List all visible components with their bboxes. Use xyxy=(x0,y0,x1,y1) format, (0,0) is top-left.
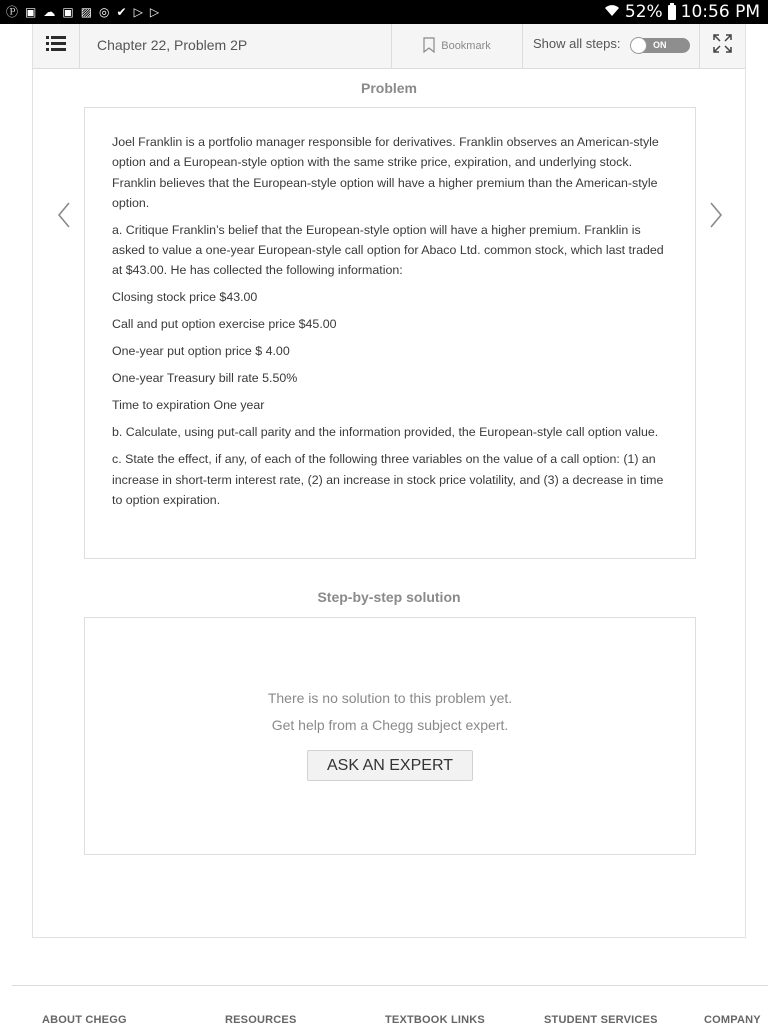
show-steps-control xyxy=(523,24,700,68)
footer-link-student-services[interactable]: STUDENT SERVICES xyxy=(544,1014,658,1026)
footer-link-resources[interactable]: RESOURCES xyxy=(225,1014,297,1026)
cloud-icon: ☁ xyxy=(43,5,56,19)
play-store-icon: ▷ xyxy=(133,5,143,19)
problem-text xyxy=(112,132,668,517)
previous-arrow[interactable] xyxy=(55,200,73,230)
chevron-right-icon xyxy=(707,217,725,234)
get-help-message: Get help from a Chegg subject expert. xyxy=(271,717,509,733)
problem-paragraph: One-year put option price $ 4.00 xyxy=(112,344,290,359)
problem-paragraph: c. State the effect, if any, of each of the following three variables on the value of a call option: (1) an increase in short-term interest rate, (2) an increase in stock price volatility, and (3) a decrease in time to option expiration. xyxy=(112,452,664,507)
next-arrow[interactable] xyxy=(707,200,725,230)
instagram-icon: ◎ xyxy=(99,5,110,19)
bookmark-button[interactable] xyxy=(391,24,523,68)
page-title: Chapter 22, Problem 2P xyxy=(97,37,248,53)
toolbar xyxy=(33,24,745,69)
menu-button[interactable] xyxy=(33,24,80,68)
status-bar xyxy=(0,0,768,24)
solution-heading: Step-by-step solution xyxy=(317,589,461,605)
problem-paragraph: One-year Treasury bill rate 5.50% xyxy=(112,371,298,386)
footer-link-textbook[interactable]: TEXTBOOK LINKS xyxy=(385,1014,485,1026)
image-icon: ▨ xyxy=(80,5,93,19)
bookmark-label: Bookmark xyxy=(441,40,491,52)
wifi-icon xyxy=(604,2,620,22)
toggle-knob xyxy=(630,37,647,54)
camera-icon: ▣ xyxy=(25,5,37,19)
chevron-left-icon xyxy=(55,217,73,234)
expand-icon xyxy=(713,34,732,58)
battery-icon xyxy=(668,5,676,20)
list-menu-icon xyxy=(46,36,66,56)
play-store-icon: ▷ xyxy=(149,5,160,19)
battery-level: 52% xyxy=(624,2,663,22)
camera-icon: ▣ xyxy=(62,5,74,19)
problem-paragraph: Joel Franklin is a portfolio manager responsible for derivatives. Franklin observes an American-style option and a European-style option with the same strike price, expiration, and underlying stock. Franklin believes that the European-style option will have a higher premium than the American-style option. xyxy=(112,135,659,210)
pinterest-icon: Ⓟ xyxy=(6,5,19,19)
problem-paragraph: b. Calculate, using put-call parity and the information provided, the European-style call option value. xyxy=(112,425,659,440)
solution-box xyxy=(84,617,696,855)
problem-box xyxy=(84,107,696,559)
problem-heading: Problem xyxy=(360,80,417,96)
show-steps-label: Show all steps: xyxy=(533,36,621,51)
footer-link-company[interactable]: COMPANY xyxy=(704,1014,761,1026)
check-icon: ✔ xyxy=(116,5,127,19)
problem-paragraph: Time to expiration One year xyxy=(112,398,265,413)
problem-paragraph: Closing stock price $43.00 xyxy=(112,290,258,305)
no-solution-message: There is no solution to this problem yet. xyxy=(267,690,513,706)
problem-paragraph: a. Critique Franklin’s belief that the European-style option will have a higher premium. Franklin is asked to value a one-year European-style call option for Abaco Ltd. common stock, which last traded at $43.00. He has collected the following information: xyxy=(112,222,664,278)
ask-expert-button[interactable]: ASK AN EXPERT xyxy=(307,750,473,781)
footer-link-about[interactable]: ABOUT CHEGG xyxy=(42,1014,127,1026)
notification-icons xyxy=(6,5,159,19)
solution-viewer xyxy=(32,24,746,938)
footer-divider xyxy=(12,985,768,986)
problem-paragraph: Call and put option exercise price $45.00 xyxy=(112,317,337,332)
bookmark-icon xyxy=(423,37,435,56)
clock: 10:56 PM xyxy=(680,2,760,22)
toggle-label: ON xyxy=(653,40,667,50)
expand-button[interactable] xyxy=(700,24,745,68)
show-steps-toggle[interactable] xyxy=(631,38,690,53)
